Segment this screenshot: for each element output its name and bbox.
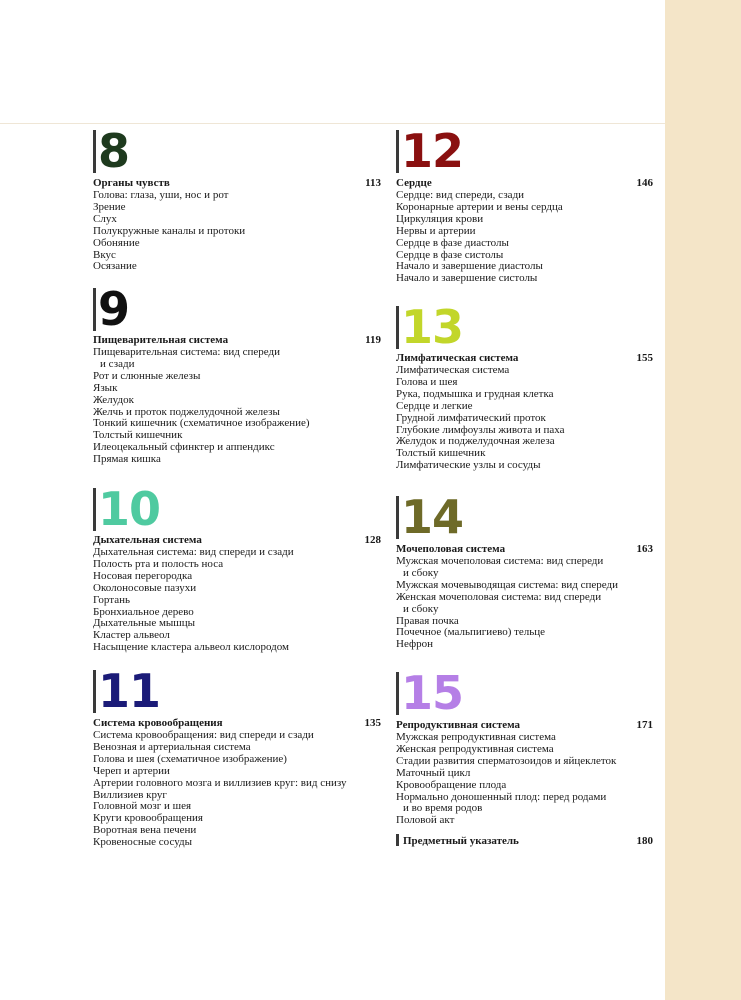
toc-entry[interactable]: Язык [93, 381, 118, 394]
entry-list [93, 547, 381, 654]
section-title: Система кровообращения [93, 717, 223, 729]
section-number: 9 [98, 282, 130, 336]
section-number: 11 [98, 664, 161, 718]
toc-entry[interactable]: Сердце и легкие [396, 399, 473, 412]
section-bar [396, 306, 399, 349]
section-page: 135 [364, 717, 381, 729]
toc-entry[interactable]: Тонкий кишечник (схематичное изображение) [93, 417, 310, 430]
toc-entry[interactable]: Нормально доношенный плод: перед родами и во время родов [396, 790, 607, 815]
toc-entry[interactable]: Прямая кишка [93, 453, 161, 466]
index-title: Предметный указатель [403, 835, 519, 847]
toc-entry[interactable]: Половой акт [396, 814, 455, 827]
toc-entry[interactable]: Нервы и артерии [396, 224, 476, 237]
toc-entry[interactable]: Рука, подмышка и грудная клетка [396, 387, 554, 400]
toc-entry[interactable]: Носовая перегородка [93, 569, 193, 582]
toc-entry[interactable]: Дыхательные мышцы [93, 617, 196, 630]
section-page: 119 [365, 334, 381, 346]
toc-entry[interactable]: Сердце в фазе систолы [396, 248, 504, 261]
toc-entry[interactable]: Нефрон [396, 638, 433, 651]
index-page: 180 [636, 835, 653, 847]
toc-entry[interactable]: Почечное (мальпигиево) тельце [396, 626, 546, 639]
entry-list [396, 365, 653, 472]
toc-entry[interactable]: Зрение [93, 200, 126, 213]
section-page: 155 [636, 352, 653, 364]
toc-entry[interactable]: Кластер альвеол [93, 629, 170, 642]
toc-entry[interactable]: Обоняние [93, 236, 140, 249]
section-bar [396, 496, 399, 539]
toc-entry[interactable]: Лимфатические узлы и сосуды [396, 459, 541, 472]
entry-list [396, 190, 653, 285]
toc-entry[interactable]: Насыщение кластера альвеол кислородом [93, 641, 290, 654]
section-title: Органы чувств [93, 177, 170, 189]
toc-entry[interactable]: Рот и слюнные железы [93, 369, 201, 382]
section-title: Пищеварительная система [93, 334, 229, 346]
toc-entry[interactable]: Осязание [93, 260, 137, 273]
section-page: 163 [636, 543, 653, 555]
toc-entry[interactable]: Грудной лимфатический проток [396, 411, 546, 424]
toc-entry[interactable]: Глубокие лимфоузлы живота и паха [396, 423, 565, 436]
toc-entry[interactable]: Сердце: вид спереди, сзади [396, 189, 525, 201]
toc-entry[interactable]: Толстый кишечник [93, 429, 183, 442]
section-number: 8 [98, 124, 130, 178]
toc-entry[interactable]: Желудок и поджелудочная железа [396, 435, 555, 448]
section-number: 13 [401, 300, 464, 354]
toc-entry[interactable]: Правая почка [396, 614, 459, 627]
toc-entry[interactable]: Артерии головного мозга и виллизиев круг: вид снизу [93, 776, 347, 789]
section-bar [396, 672, 399, 715]
section-page: 128 [364, 534, 381, 546]
toc-entry[interactable]: Начало и завершение систолы [396, 272, 538, 285]
toc-entry[interactable]: Желчь и проток поджелудочной железы [93, 405, 280, 418]
entry-list [93, 190, 381, 273]
section-page: 113 [365, 177, 381, 189]
toc-entry[interactable]: Головной мозг и шея [93, 800, 192, 813]
toc-entry[interactable]: Циркуляция крови [396, 212, 484, 225]
section-title: Мочеполовая система [396, 543, 506, 555]
section-bar [93, 130, 96, 173]
toc-entry[interactable]: Толстый кишечник [396, 447, 486, 460]
section-bar [396, 130, 399, 173]
toc-entry[interactable]: Стадии развития сперматозоидов и яйцеклеток [396, 754, 617, 767]
toc-entry[interactable]: Бронхиальное дерево [93, 605, 194, 618]
toc-entry[interactable]: Полость рта и полость носа [93, 557, 224, 570]
section-title: Лимфатическая система [396, 352, 519, 364]
toc-entry[interactable]: Воротная вена печени [93, 824, 197, 837]
toc-entry[interactable]: Илеоцекальный сфинктер и аппендикс [93, 441, 275, 454]
entry-list [396, 556, 653, 651]
section-number: 14 [401, 490, 464, 544]
toc-entry[interactable]: Мужская мочевыводящая система: вид спереди [396, 578, 619, 591]
section-bar [93, 488, 96, 531]
section-title: Дыхательная система [93, 534, 202, 546]
toc-entry[interactable]: Гортань [93, 593, 130, 606]
section-page: 146 [636, 177, 653, 189]
section-title: Репродуктивная система [396, 719, 521, 731]
toc-entry[interactable]: Пищеварительная система: вид спереди и сзади [93, 346, 280, 370]
toc-entry[interactable]: Голова: глаза, уши, нос и рот [93, 189, 229, 201]
section-number: 15 [401, 666, 464, 720]
section-page: 171 [636, 719, 653, 731]
toc-entry[interactable]: Голова и шея [396, 375, 458, 388]
toc-entry[interactable]: Мужская мочеполовая система: вид спереди и сбоку [396, 555, 604, 579]
toc-entry[interactable]: Слух [93, 212, 117, 225]
index-bar [396, 834, 399, 846]
section-title: Сердце [396, 177, 432, 189]
toc-entry[interactable]: Маточный цикл [396, 766, 471, 779]
toc-entry[interactable]: Мужская репродуктивная система [396, 731, 556, 743]
index-heading[interactable] [403, 835, 653, 848]
toc-entry[interactable]: Круги кровообращения [93, 812, 203, 825]
toc-entry[interactable]: Начало и завершение диастолы [396, 260, 543, 273]
toc-entry[interactable]: Коронарные артерии и вены сердца [396, 200, 563, 213]
toc-entry[interactable]: Полукружные каналы и протоки [93, 224, 246, 237]
toc-entry[interactable]: Дыхательная система: вид спереди и сзади [93, 546, 294, 558]
toc-entry[interactable]: Кровообращение плода [396, 778, 507, 791]
toc-entry[interactable]: Желудок [93, 393, 134, 406]
toc-entry[interactable]: Венозная и артериальная система [93, 740, 251, 753]
section-number: 12 [401, 124, 464, 178]
toc-entry[interactable]: Система кровообращения: вид спереди и сзади [93, 729, 314, 741]
entry-list [93, 730, 381, 849]
toc-entry[interactable]: Женская репродуктивная система [396, 742, 554, 755]
toc-entry[interactable]: Лимфатическая система [396, 364, 510, 376]
toc-entry[interactable]: Кровеносные сосуды [93, 836, 192, 849]
section-number: 10 [98, 482, 161, 536]
toc-entry[interactable]: Виллизиев круг [93, 788, 167, 801]
toc-entry[interactable]: Голова и шея (схематичное изображение) [93, 752, 287, 765]
section-bar [93, 670, 96, 713]
toc-entry[interactable]: Сердце в фазе диастолы [396, 236, 509, 249]
entry-list [396, 732, 653, 827]
toc-entry[interactable]: Череп и артерии [93, 764, 170, 777]
entry-list [93, 347, 381, 466]
section-bar [93, 288, 96, 331]
toc-entry[interactable]: Околоносовые пазухи [93, 581, 197, 594]
toc-entry[interactable]: Вкус [93, 248, 116, 261]
toc-entry[interactable]: Женская мочеполовая система: вид спереди и сбоку [396, 590, 602, 615]
side-color-strip [665, 0, 741, 1000]
